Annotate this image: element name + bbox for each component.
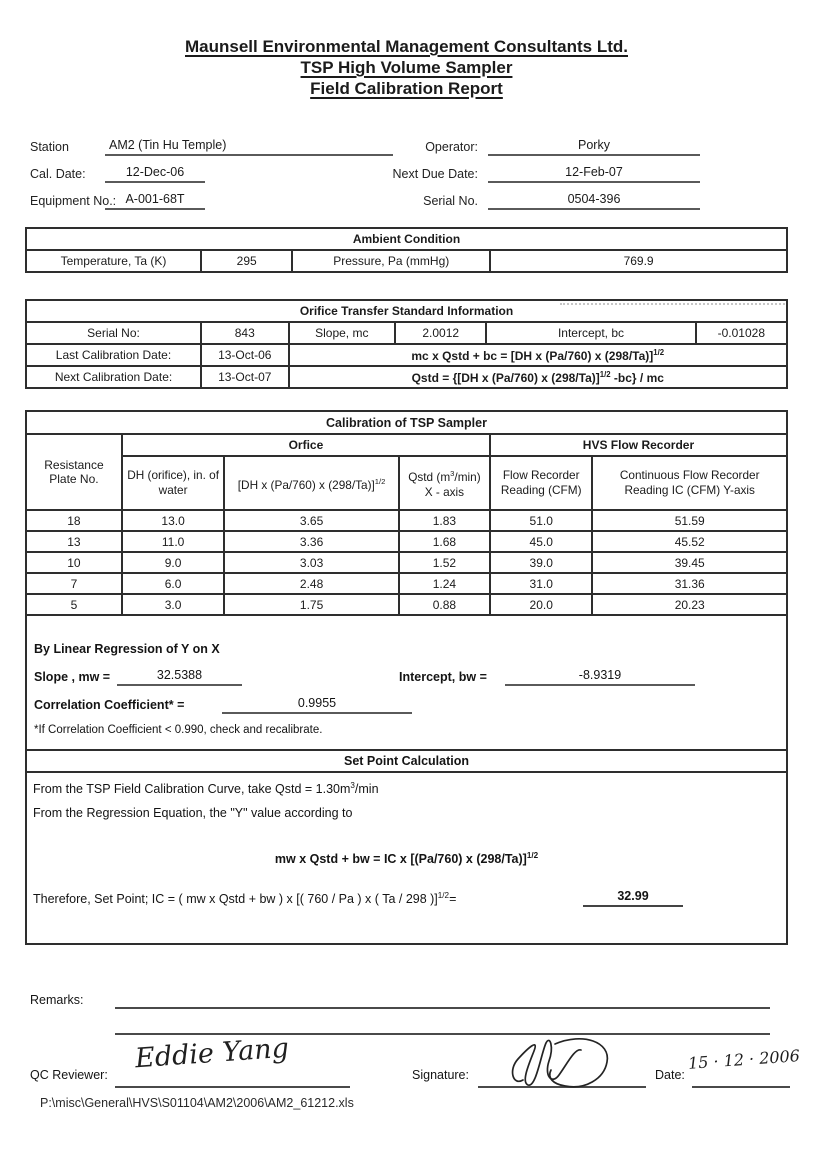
cell-flow: 31.0 [490, 573, 592, 594]
operator-value: Porky [488, 138, 700, 156]
calibration-table [27, 412, 786, 616]
table-row [27, 573, 786, 594]
regression-heading: By Linear Regression of Y on X [34, 642, 220, 656]
station-value: AM2 (Tin Hu Temple) [105, 138, 393, 156]
orifice-standard-title: Orifice Transfer Standard Information [26, 300, 787, 322]
setpoint-result-sup: 1/2 [437, 891, 450, 900]
operator-label: Operator: [425, 140, 478, 154]
cell-qstd: 1.24 [399, 573, 490, 594]
ambient-title: Ambient Condition [26, 228, 787, 250]
table-row [27, 531, 786, 552]
next-cal-date-value: 13-Oct-07 [201, 366, 289, 388]
file-path: P:\misc\General\HVS\S01104\AM2\2006\AM2_61212.xls [40, 1096, 354, 1110]
dh-formula-sup: 1/2 [374, 476, 386, 486]
setpoint-formula [27, 851, 786, 866]
station-label: Station [30, 140, 69, 154]
cell-dh-calc: 3.03 [224, 552, 399, 573]
ots-serial-label: Serial No: [26, 322, 201, 344]
regression-row-2 [27, 696, 786, 722]
remarks-label: Remarks: [30, 993, 84, 1007]
qc-reviewer-signature: Eddie Yang [134, 1032, 290, 1075]
temperature-label: Temperature, Ta (K) [26, 250, 201, 272]
signature-scribble [495, 1034, 620, 1096]
correlation-footnote: *If Correlation Coefficient < 0.990, check and recalibrate. [34, 724, 323, 736]
cell-dh-calc: 2.48 [224, 573, 399, 594]
table-row [27, 594, 786, 615]
date-handwritten: 15 · 12 · 2006 [687, 1046, 801, 1073]
setpoint-line-2: From the Regression Equation, the "Y" value according to [33, 806, 353, 820]
pressure-value: 769.9 [490, 250, 787, 272]
slope-mw-value: 32.5388 [117, 668, 242, 686]
station-info-section [0, 136, 813, 217]
info-row-2 [0, 163, 813, 190]
dh-formula-text: [DH x (Pa/760) x (298/Ta)] [237, 477, 375, 492]
cell-qstd: 1.83 [399, 510, 490, 531]
date-label: Date: [655, 1068, 685, 1082]
setpoint-result-value: 32.99 [583, 889, 683, 907]
flow-recorder-header: Flow Recorder Reading (CFM) [490, 456, 592, 510]
cal-date-label: Cal. Date: [30, 167, 86, 181]
intercept-bw-label: Intercept, bw = [399, 670, 487, 684]
cell-qstd: 0.88 [399, 594, 490, 615]
cal-date-value: 12-Dec-06 [105, 165, 205, 183]
orifice-standard-table [25, 299, 788, 389]
cell-plate-no: 18 [27, 510, 122, 531]
ots-formula-2 [289, 366, 787, 388]
remarks-line-1 [115, 1007, 770, 1009]
cell-qstd: 1.68 [399, 531, 490, 552]
cell-dh: 11.0 [122, 531, 224, 552]
qc-reviewer-label: QC Reviewer: [30, 1068, 108, 1082]
setpoint-formula-text: mw x Qstd + bw = IC x [(Pa/760) x (298/Ta)] [274, 852, 527, 867]
cell-plate-no: 5 [27, 594, 122, 615]
equipment-label: Equipment No.: [30, 194, 117, 208]
cell-dh: 3.0 [122, 594, 224, 615]
setpoint-formula-sup: 1/2 [526, 851, 539, 860]
setpoint-line1-sup: 3 [350, 781, 355, 790]
cell-flow: 20.0 [490, 594, 592, 615]
ots-intercept-value: -0.01028 [696, 322, 787, 344]
setpoint-line1-tail: /min [354, 782, 379, 797]
cell-dh-calc: 1.75 [224, 594, 399, 615]
cell-dh: 13.0 [122, 510, 224, 531]
formula-2-tail: -bc} / mc [610, 370, 664, 385]
info-row-3 [0, 190, 813, 217]
cell-ic: 51.59 [592, 510, 786, 531]
hvs-group-header: HVS Flow Recorder [490, 434, 786, 456]
regression-section [27, 616, 786, 749]
next-due-value: 12-Feb-07 [488, 165, 700, 183]
qstd-header [399, 456, 490, 510]
cell-ic: 45.52 [592, 531, 786, 552]
qstd-text: Qstd (m [408, 469, 451, 484]
cell-flow: 39.0 [490, 552, 592, 573]
company-title: Maunsell Environmental Management Consultants Ltd. [185, 37, 628, 56]
setpoint-title: Set Point Calculation [27, 749, 786, 773]
last-cal-date-label: Last Calibration Date: [26, 344, 201, 366]
cell-ic: 20.23 [592, 594, 786, 615]
ots-slope-label: Slope, mc [289, 322, 396, 344]
formula-2-text: Qstd = {[DH x (Pa/760) x (298/Ta)] [411, 370, 600, 385]
pressure-label: Pressure, Pa (mmHg) [292, 250, 490, 272]
report-type: Field Calibration Report [310, 79, 503, 98]
dh-orifice-header: DH (orifice), in. of water [122, 456, 224, 510]
cell-dh-calc: 3.65 [224, 510, 399, 531]
calibration-title: Calibration of TSP Sampler [27, 412, 786, 434]
dh-formula-header [224, 456, 399, 510]
correlation-label: Correlation Coefficient* = [34, 698, 185, 712]
cell-plate-no: 7 [27, 573, 122, 594]
signature-label: Signature: [412, 1068, 469, 1082]
regression-row-1 [27, 668, 786, 694]
last-cal-date-value: 13-Oct-06 [201, 344, 289, 366]
report-header [0, 36, 813, 99]
report-subtitle: TSP High Volume Sampler [300, 58, 513, 77]
setpoint-line-1 [33, 781, 379, 796]
correlation-value: 0.9955 [222, 696, 412, 714]
calibration-section-box [25, 410, 788, 945]
orifice-group-header: Orfice [122, 434, 490, 456]
setpoint-result-text: Therefore, Set Point; IC = ( mw x Qstd + bw ) x [( 760 / Pa ) x ( Ta / 298 )] [33, 892, 438, 907]
next-cal-date-label: Next Calibration Date: [26, 366, 201, 388]
ambient-condition-table [25, 227, 788, 273]
remarks-section [0, 993, 813, 1043]
serial-value: 0504-396 [488, 192, 700, 210]
formula-1-text: mc x Qstd + bc = [DH x (Pa/760) x (298/Ta)] [411, 348, 654, 363]
cell-flow: 51.0 [490, 510, 592, 531]
cell-ic: 39.45 [592, 552, 786, 573]
resistance-plate-header: Resistance Plate No. [27, 434, 122, 510]
equipment-value: A-001-68T [105, 192, 205, 210]
setpoint-result-equation [33, 891, 456, 906]
date-line [692, 1086, 790, 1088]
temperature-value: 295 [201, 250, 292, 272]
setpoint-result-eq: = [449, 892, 457, 907]
ots-intercept-label: Intercept, bc [486, 322, 695, 344]
cell-plate-no: 13 [27, 531, 122, 552]
setpoint-line1-text: From the TSP Field Calibration Curve, take Qstd = 1.30m [33, 782, 351, 797]
cell-dh: 9.0 [122, 552, 224, 573]
cell-dh: 6.0 [122, 573, 224, 594]
slope-mw-label: Slope , mw = [34, 670, 111, 684]
cell-qstd: 1.52 [399, 552, 490, 573]
formula-2-sup: 1/2 [599, 369, 611, 379]
table-row [27, 552, 786, 573]
formula-1-sup: 1/2 [653, 347, 665, 357]
next-due-label: Next Due Date: [392, 167, 478, 181]
cell-plate-no: 10 [27, 552, 122, 573]
cell-dh-calc: 3.36 [224, 531, 399, 552]
remarks-line-2 [115, 1033, 770, 1035]
intercept-bw-value: -8.9319 [505, 668, 695, 686]
continuous-flow-header: Continuous Flow Recorder Reading IC (CFM) Y-axis [592, 456, 786, 510]
ots-serial-value: 843 [201, 322, 289, 344]
ots-formula-1 [289, 344, 787, 366]
cell-flow: 45.0 [490, 531, 592, 552]
serial-label: Serial No. [423, 194, 478, 208]
ots-slope-value: 2.0012 [395, 322, 486, 344]
qc-reviewer-line [115, 1086, 350, 1088]
info-row-1 [0, 136, 813, 163]
table-row [27, 510, 786, 531]
cell-ic: 31.36 [592, 573, 786, 594]
qstd-tail: /min) X - axis [424, 469, 481, 499]
qstd-sup: 3 [450, 469, 455, 479]
